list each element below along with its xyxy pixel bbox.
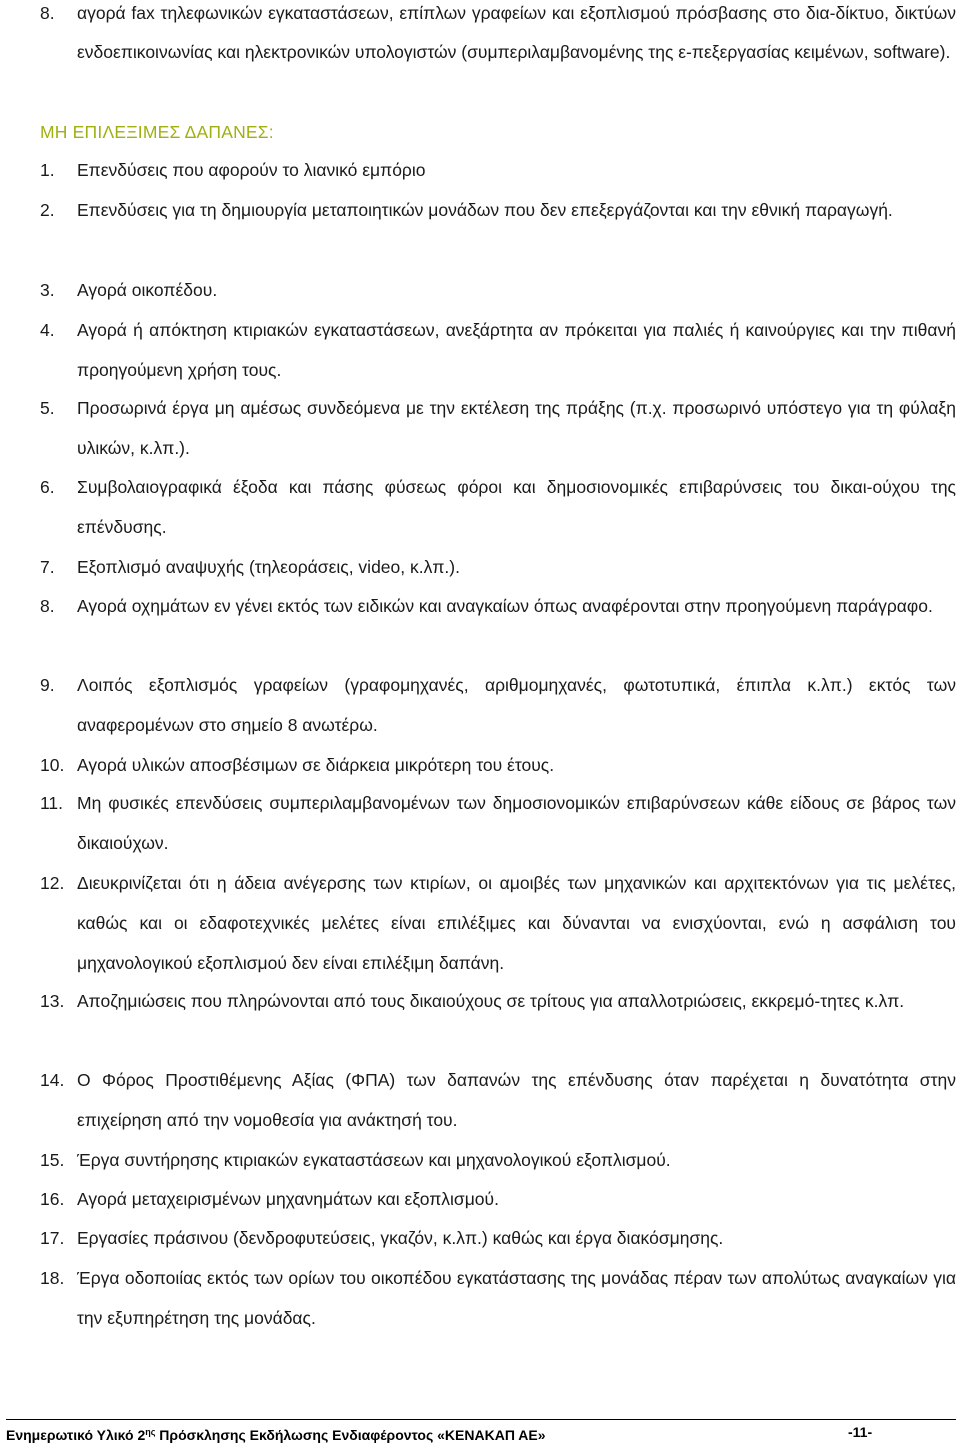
list-item — [40, 1258, 956, 1338]
list-item — [40, 665, 956, 745]
list-item-number: 10. — [40, 755, 65, 775]
list-item-number: 8. — [40, 596, 55, 616]
list-item-text: Αγορά οικοπέδου. — [77, 280, 218, 300]
list-item-text: Έργα οδοποιίας εκτός των ορίων του οικοπέδου εγκατάστασης της μονάδας πέραν των απολύτως αναγκαίων για την εξυπηρέτηση της μονάδας. — [77, 1268, 956, 1328]
list-item-number: 14. — [40, 1070, 65, 1090]
list-item — [40, 467, 956, 547]
page-number: -11- — [848, 1424, 873, 1440]
list-item — [40, 783, 956, 863]
list-item-text: αγορά fax τηλεφωνικών εγκαταστάσεων, επίπλων γραφείων και εξοπλισμού πρόσβασης στο δια-δίκτυο, δικτύων ενδοεπικοινωνίας και ηλεκτρονικών υπολογιστών (συμπεριλαμβανομένης της ε-πεξεργασίας κειμένων, software). — [77, 3, 956, 62]
list-item — [40, 1179, 956, 1219]
list-item-text: Εξοπλισμό αναψυχής (τηλεοράσεις, video, κ.λπ.). — [77, 557, 460, 577]
list-item — [40, 1140, 956, 1180]
list-item-number: 9. — [40, 675, 55, 695]
list-item-number: 13. — [40, 991, 65, 1011]
list-item-number: 16. — [40, 1189, 65, 1209]
list-item-number: 1. — [40, 160, 55, 180]
list-item-text: Αγορά οχημάτων εν γένει εκτός των ειδικών και αναγκαίων όπως αναφέρονται στην προηγούμενη παράγραφο. — [77, 596, 933, 616]
list-item — [40, 270, 956, 310]
list-item-number: 15. — [40, 1150, 65, 1170]
list-item-text: Συμβολαιογραφικά έξοδα και πάσης φύσεως φόροι και δημοσιονομικές επιβαρύνσεις του δικαι-ούχου της επένδυσης. — [77, 477, 956, 537]
list-item-text: Έργα συντήρησης κτιριακών εγκαταστάσεων και μηχανολογικού εξοπλισμού. — [77, 1150, 671, 1170]
list-item-number: 6. — [40, 477, 55, 497]
footer-title-part: Ενημερωτικό Υλικό 2 — [6, 1427, 146, 1443]
list-item — [40, 1218, 956, 1258]
list-item — [40, 150, 956, 190]
list-item-number: 4. — [40, 320, 55, 340]
list-item-text: Αποζημιώσεις που πληρώνονται από τους δικαιούχους σε τρίτους για απαλλοτριώσεις, εκκρεμό-τητες κ.λπ. — [77, 991, 905, 1011]
list-item — [40, 1060, 956, 1140]
list-item-text: Λοιπός εξοπλισμός γραφείων (γραφομηχανές, αριθμομηχανές, φωτοτυπικά, έπιπλα κ.λπ.) εκτός των αναφερομένων στο σημείο 8 ανωτέρω. — [77, 675, 956, 735]
list-item-number: 2. — [40, 200, 55, 220]
list-item-text: Αγορά υλικών αποσβέσιμων σε διάρκεια μικρότερη του έτους. — [77, 755, 555, 775]
list-item-number: 18. — [40, 1268, 65, 1288]
intro-list-item — [40, 0, 956, 72]
list-item-number: 3. — [40, 280, 55, 300]
section-heading: ΜΗ ΕΠΙΛΕΞΙΜΕΣ ΔΑΠΑΝΕΣ: — [40, 122, 274, 142]
list-item-number: 8. — [40, 3, 55, 23]
list-item — [40, 981, 956, 1021]
footer-title-superscript: ης — [145, 1427, 156, 1437]
list-item-text: Αγορά μεταχειρισμένων μηχανημάτων και εξοπλισμού. — [77, 1189, 499, 1209]
list-item — [40, 388, 956, 468]
list-item — [40, 863, 956, 983]
list-item-text: Ο Φόρος Προστιθέμενης Αξίας (ΦΠΑ) των δαπανών της επένδυσης όταν παρέχεται η δυνατότητα στην επιχείρηση από την νομοθεσία για ανάκτησή του. — [77, 1070, 956, 1130]
list-item-text: Επενδύσεις για τη δημιουργία μεταποιητικών μονάδων που δεν επεξεργάζονται και την εθνική παραγωγή. — [77, 200, 893, 220]
list-item-number: 11. — [40, 793, 64, 813]
list-item-number: 12. — [40, 873, 65, 893]
list-item-text: Προσωρινά έργα μη αμέσως συνδεόμενα με την εκτέλεση της πράξης (π.χ. προσωρινό υπόστεγο για τη φύλαξη υλικών, κ.λπ.). — [77, 398, 956, 458]
list-item — [40, 547, 956, 587]
list-item-text: Αγορά ή απόκτηση κτιριακών εγκαταστάσεων, ανεξάρτητα αν πρόκειται για παλιές ή καινούργιες και την πιθανή προηγούμενη χρήση τους. — [77, 320, 956, 380]
list-item-text: Μη φυσικές επενδύσεις συμπεριλαμβανομένων των δημοσιονομικών επιβαρύνσεων κάθε είδους σε βάρος των δικαιούχων. — [77, 793, 956, 853]
list-item — [40, 310, 956, 390]
list-item-text: Εργασίες πράσινου (δενδροφυτεύσεις, γκαζόν, κ.λπ.) καθώς και έργα διακόσμησης. — [77, 1228, 724, 1248]
footer-title — [6, 1422, 546, 1445]
list-item-text: Διευκρινίζεται ότι η άδεια ανέγερσης των κτιρίων, οι αμοιβές των μηχανικών και αρχιτεκτόνων για τις μελέτες, καθώς και οι εδαφοτεχνικές μελέτες είναι επιλέξιμες και δύνανται να ενισχύονται, ενώ η ασφάλιση του μηχανολογικού εξοπλισμού δεν είναι επιλέξιμη δαπάνη. — [77, 873, 956, 973]
list-item — [40, 745, 956, 785]
list-item-number: 7. — [40, 557, 55, 577]
footer-title-part: Πρόσκλησης Εκδήλωσης Ενδιαφέροντος «ΚΕΝΑΚΑΠ ΑΕ» — [155, 1427, 546, 1443]
list-item-number: 5. — [40, 398, 55, 418]
list-item-text: Επενδύσεις που αφορούν το λιανικό εμπόριο — [77, 160, 426, 180]
list-item-number: 17. — [40, 1228, 65, 1248]
footer-divider — [6, 1419, 956, 1420]
list-item — [40, 586, 956, 626]
list-item — [40, 190, 956, 230]
